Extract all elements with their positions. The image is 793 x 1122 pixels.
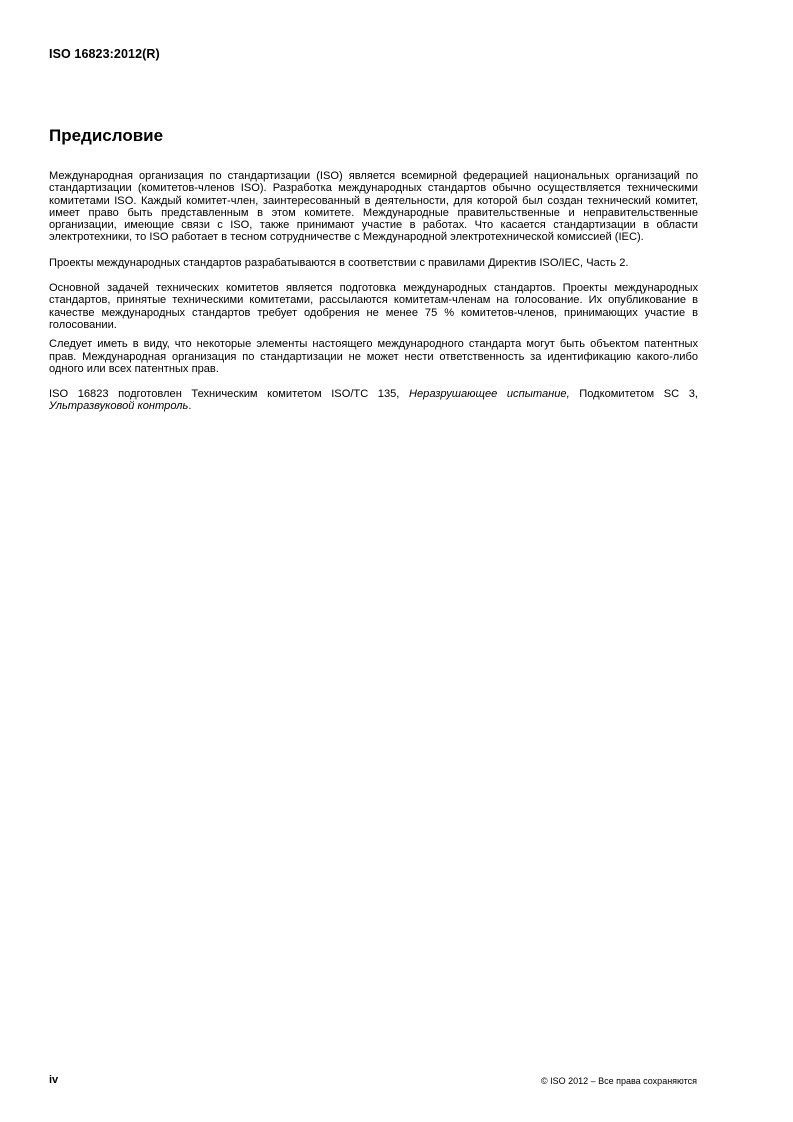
- page-title: Предисловие: [49, 126, 164, 145]
- prepared-by-text-2: Подкомитетом SC 3,: [569, 388, 698, 401]
- paragraph-committees: Основной задачей технических комитетов является подготовка международных стандартов. Проекты международных стандартов, принятые техническими комитетами, рассылаются комитетам-членам на голосование. Их опубликование в качестве международных стандартов требует одобрения не менее 75 % комитетов-членов, принимающих участие в голосовании.: [49, 282, 698, 331]
- subcommittee-name: Ультразвуковой контроль: [49, 400, 189, 413]
- copyright-notice: © ISO 2012 – Все права сохраняются: [540, 1076, 697, 1086]
- paragraph-iso-intro: Международная организация по стандартизации (ISO) является всемирной федерацией национальных организаций по стандартизации (комитетов-членов ISO). Разработка международных стандартов обычно осуществляется техническими комитетами ISO. Каждый комитет-член, заинтересованный в деятельности, для которой был создан технический комитет, имеет право быть представленным в этом комитете. Международные правительственные и неправительственные организации, имеющие связи с ISO, также принимают участие в работах. Что касается стандартизации в области электротехники, то ISO работает в тесном сотрудничестве с Международной электротехнической комиссией (IEC).: [49, 170, 698, 244]
- page-number: iv: [49, 1074, 59, 1086]
- foreword-body: [49, 170, 698, 413]
- document-id: ISO 16823:2012(R): [49, 47, 160, 61]
- paragraph-prepared-by: [49, 388, 698, 413]
- committee-name: Неразрушающее испытание,: [409, 388, 570, 401]
- prepared-by-text-3: .: [188, 400, 192, 413]
- paragraph-patents: Следует иметь в виду, что некоторые элементы настоящего международного стандарта могут быть объектом патентных прав. Международная организация по стандартизации не может нести ответственность за идентификацию какого-либо одного или всех патентных прав.: [49, 338, 698, 375]
- prepared-by-text-1: ISO 16823 подготовлен Техническим комитетом ISO/TC 135,: [49, 388, 409, 401]
- paragraph-directives: Проекты международных стандартов разрабатываются в соответствии с правилами Директив ISO/IEC, Часть 2.: [49, 256, 629, 269]
